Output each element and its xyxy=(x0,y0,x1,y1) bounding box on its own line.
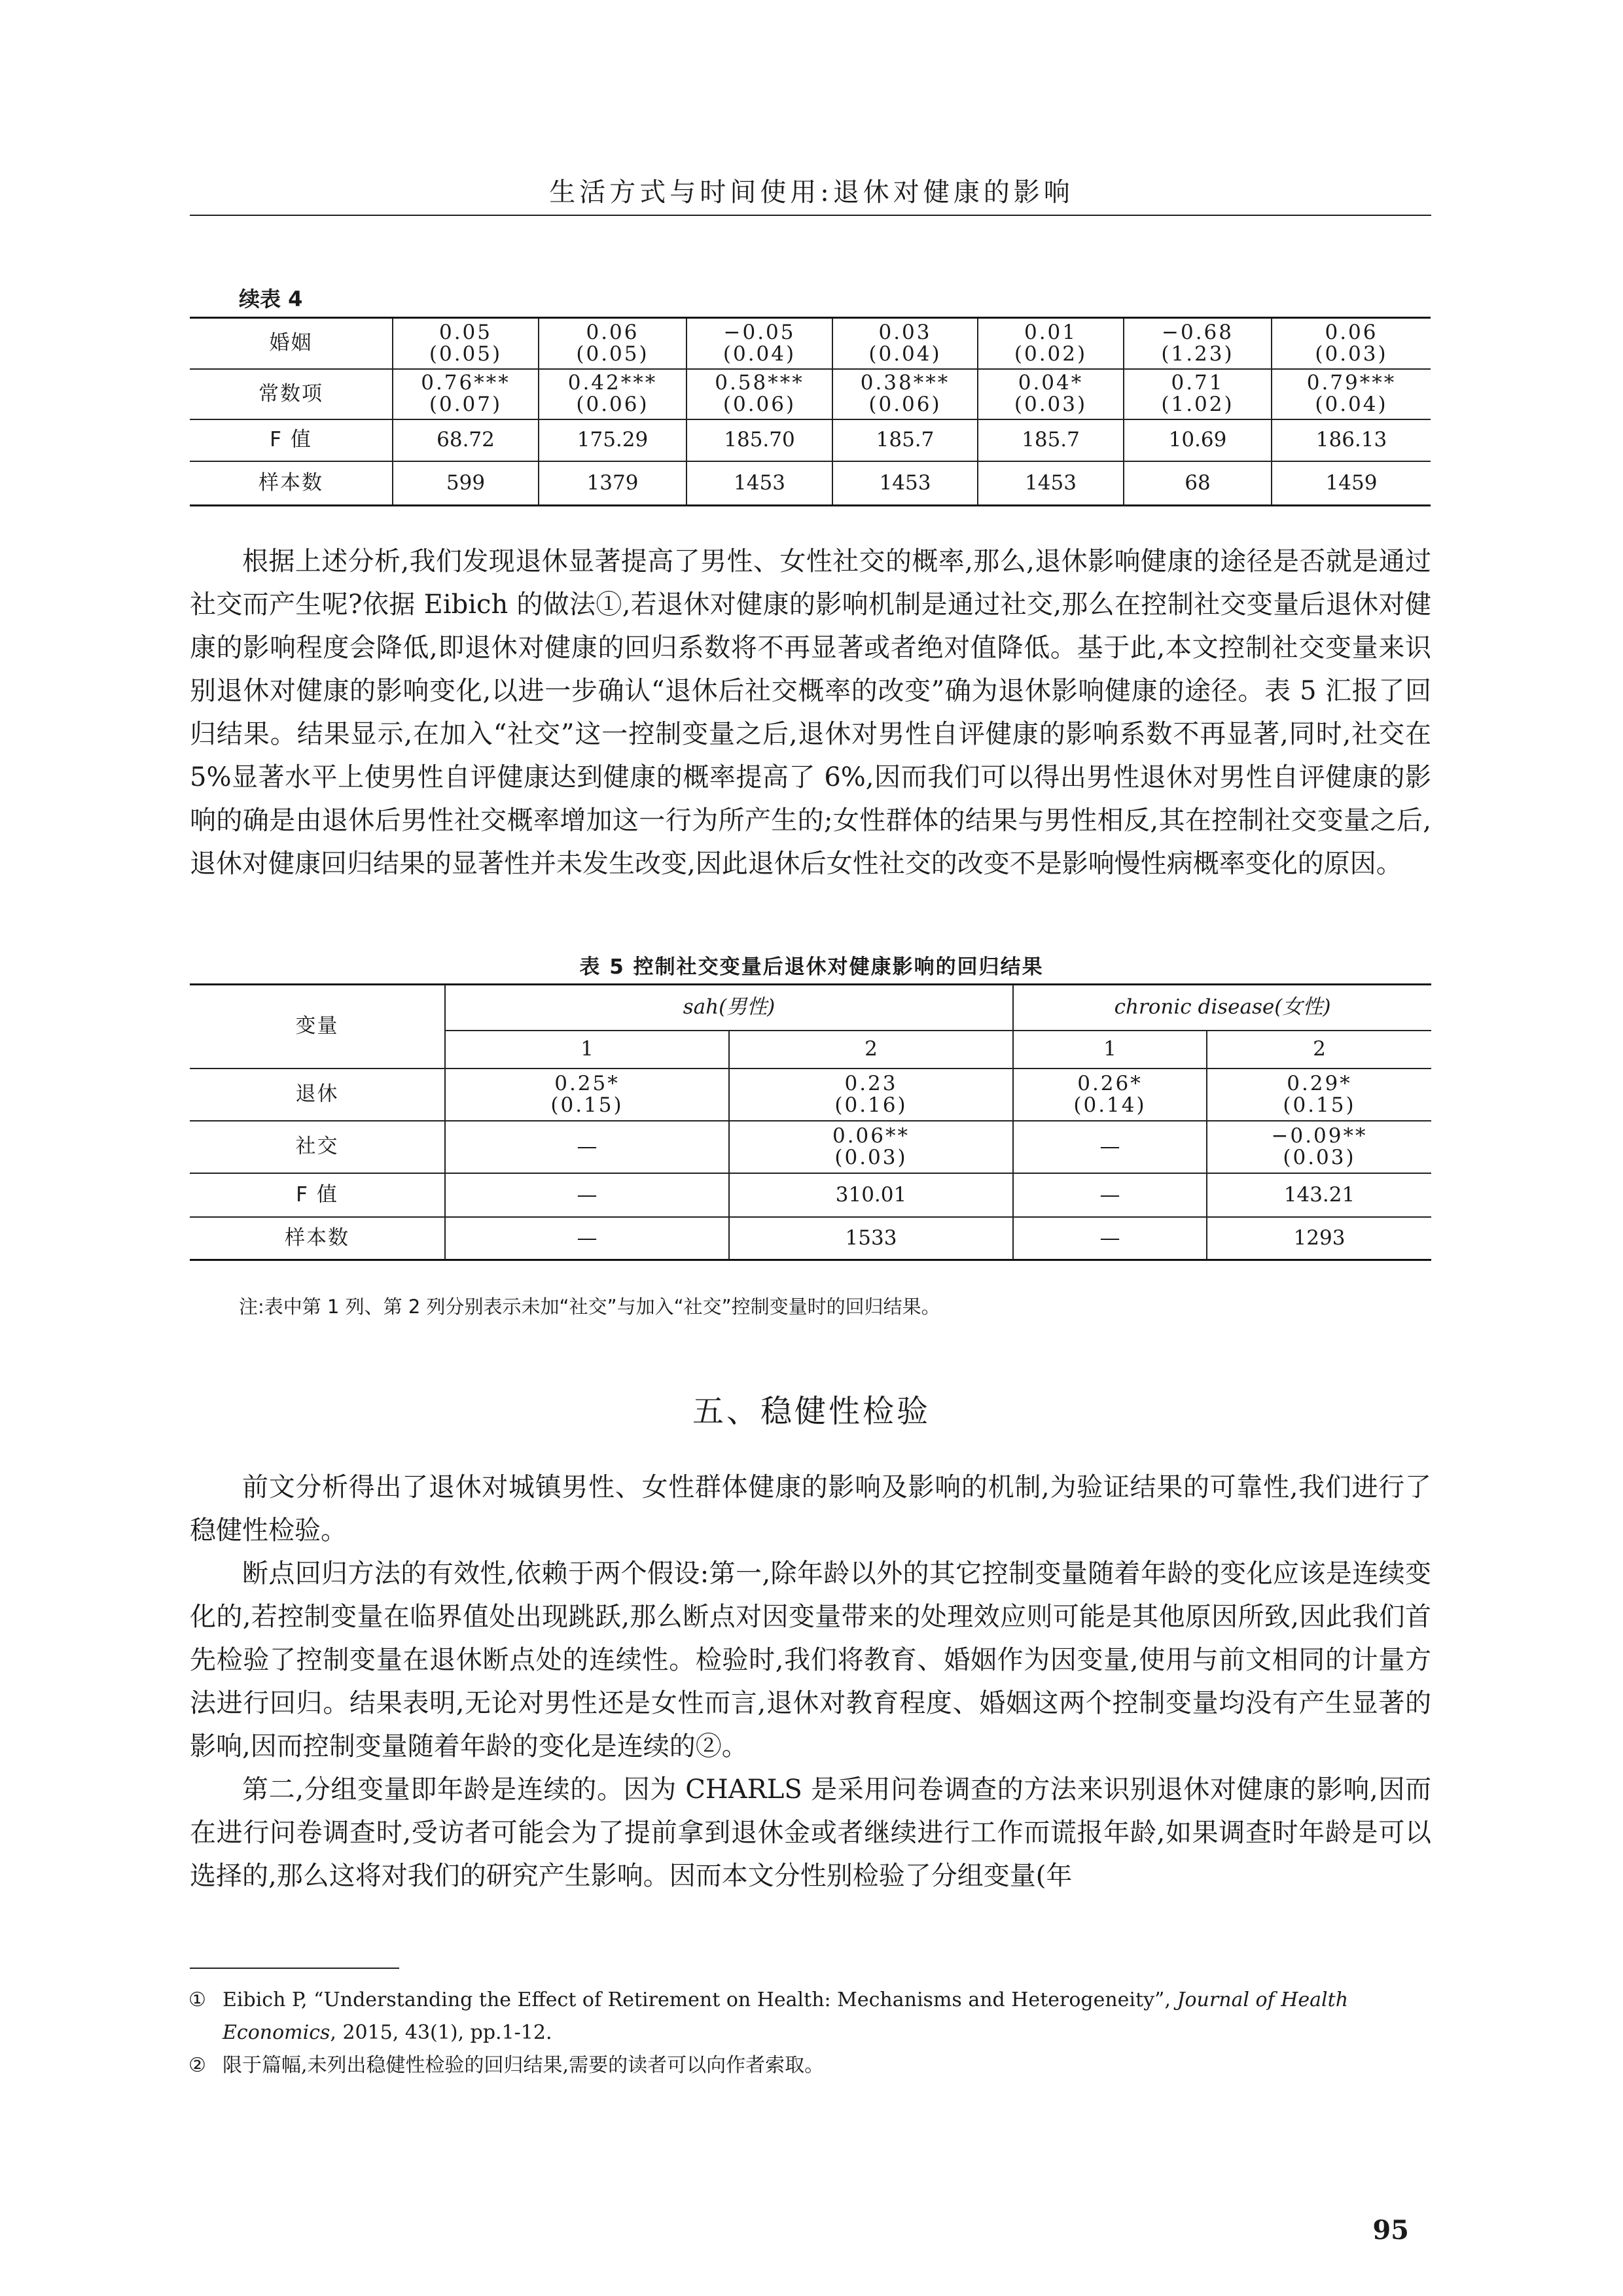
table-cell: 0.76*** (0.07) xyxy=(393,369,539,419)
footnote-mark: ② xyxy=(188,2054,206,2077)
table-cell: 1453 xyxy=(832,461,978,506)
table-cell: 0.25* (0.15) xyxy=(445,1069,729,1121)
table-cell: 0.29* (0.15) xyxy=(1283,1071,1356,1117)
table-cell: 10.69 xyxy=(1124,419,1272,461)
table-cell: 0.06** (0.03) xyxy=(729,1121,1013,1173)
row-label: F 值 xyxy=(190,419,393,461)
row-label: 样本数 xyxy=(190,1217,445,1260)
table-cell: 0.42*** (0.06) xyxy=(539,369,687,419)
table-cell: 1453 xyxy=(978,461,1124,506)
footnote-text: Eibich P, “Understanding the Effect of Retirement on Health: Mechanisms and Heterogeneity”, xyxy=(223,1988,1177,2011)
table-cell: — xyxy=(445,1217,729,1260)
table-cell: 1533 xyxy=(729,1217,1013,1260)
table5-note: 注:表中第 1 列、第 2 列分别表示未加“社交”与加入“社交”控制变量时的回归结果。 xyxy=(239,1296,940,1318)
table-cell: 185.70 xyxy=(687,419,832,461)
table-cell: 185.7 xyxy=(832,419,978,461)
table-row xyxy=(190,461,1431,506)
table-cell: 0.23 (0.16) xyxy=(729,1069,1013,1121)
row-label: 退休 xyxy=(190,1069,445,1121)
table-cell: 310.01 xyxy=(729,1173,1013,1217)
footnote-journal: Journal of Health Economics xyxy=(223,1988,1349,2044)
footnote-text: , 2015, 43(1), pp.1-12. xyxy=(330,2021,552,2044)
body-paragraph-4: 第二,分组变量即年龄是连续的。因为 CHARLS 是采用问卷调查的方法来识别退休对健康的影响,因而在进行问卷调查时,受访者可能会为了提前拿到退休金或者继续进行工作而谎报年龄,如果调查时年龄是可以选择的,那么这将对我们的研究产生影响。因而本文分性别检验了分组变量(年 xyxy=(190,1775,1431,1891)
table-cell: 0.38*** (0.06) xyxy=(832,369,978,419)
header-rule xyxy=(190,215,1431,216)
body-paragraph-1: 根据上述分析,我们发现退休显著提高了男性、女性社交的概率,那么,退休影响健康的途径是否就是通过社交而产生呢?依据 Eibich 的做法①,若退休对健康的影响机制是通过社交,那么在控制社交变量后退休对健康的影响程度会降低,即退休对健康的回归系数将不再显著或者绝对值降低。基于此,本文控制社交变量来识别退休对健康的影响变化,以进一步确认“退休后社交概率的改变”确为退休影响健康的途径。表 5 汇报了回归结果。结果显示,在加入“社交”这一控制变量之后,退休对男性自评健康的影响系数不再显著,同时,社交在 5%显著水平上使男性自评健康达到健康的概率提高了 6%,因而我们可以得出男性退休对男性自评健康的影响的确是由退休后男性社交概率增加这一行为所产生的;女性群体的结果与男性相反,其在控制社交变量之后,退休对健康回归结果的显著性并未发生改变,因此退休后女性社交的改变不是影响慢性病概率变化的原因。 xyxy=(190,546,1431,879)
table-cell: 68 xyxy=(1124,461,1272,506)
table-cell: 1379 xyxy=(539,461,687,506)
row-label: 常数项 xyxy=(190,369,393,419)
table-row xyxy=(190,1173,1431,1217)
table-cell: −0.09** (0.03) xyxy=(1271,1123,1368,1169)
footnote-2 xyxy=(188,2049,1427,2082)
table-cell: 0.71 (1.02) xyxy=(1124,369,1272,419)
running-head: 生活方式与时间使用:退休对健康的影响 xyxy=(549,177,1074,207)
table-cell: 0.01 (0.02) xyxy=(978,318,1124,369)
page-number: 95 xyxy=(1372,2215,1409,2246)
group-header-male: sah(男性) xyxy=(445,985,1013,1031)
table5-title: 表 5 控制社交变量后退休对健康影响的回归结果 xyxy=(579,955,1044,979)
variable-header: 变量 xyxy=(190,985,445,1069)
table-cell: 0.79*** (0.04) xyxy=(1306,371,1397,416)
table4-continued xyxy=(190,317,1431,506)
table-row xyxy=(190,1217,1431,1260)
row-label: 样本数 xyxy=(190,461,393,506)
footnote-text: 限于篇幅,未列出稳健性检验的回归结果,需要的读者可以向作者索取。 xyxy=(223,2054,825,2077)
body-paragraph-3: 断点回归方法的有效性,依赖于两个假设:第一,除年龄以外的其它控制变量随着年龄的变化应该是连续变化的,若控制变量在临界值处出现跳跃,那么断点对因变量带来的处理效应则可能是其他原因所致,因此我们首先检验了控制变量在退休断点处的连续性。检验时,我们将教育、婚姻作为因变量,使用与前文相同的计量方法进行回归。结果表明,无论对男性还是女性而言,退休对教育程度、婚姻这两个控制变量均没有产生显著的影响,因而控制变量随着年龄的变化是连续的②。 xyxy=(190,1559,1431,1761)
table-cell: 0.06 (0.03) xyxy=(1315,321,1388,366)
footnote-1 xyxy=(188,1984,1427,2049)
table-cell: 0.06 (0.05) xyxy=(539,318,687,369)
table-cell: 1293 xyxy=(1293,1226,1346,1250)
body-paragraph-2: 前文分析得出了退休对城镇男性、女性群体健康的影响及影响的机制,为验证结果的可靠性,我们进行了稳健性检验。 xyxy=(190,1472,1431,1545)
table-cell: 185.7 xyxy=(978,419,1124,461)
table-cell: 143.21 xyxy=(1283,1182,1355,1207)
table-cell: −0.68 (1.23) xyxy=(1124,318,1272,369)
table-row xyxy=(190,369,1431,419)
table-cell: −0.05 (0.04) xyxy=(687,318,832,369)
column-header: 1 xyxy=(445,1031,729,1069)
table-cell: 186.13 xyxy=(1315,428,1387,452)
section-title: 五、稳健性检验 xyxy=(692,1393,931,1430)
table-cell: 599 xyxy=(393,461,539,506)
table4-cont-label: 续表 4 xyxy=(239,287,303,311)
column-header: 2 xyxy=(729,1031,1013,1069)
row-label: 社交 xyxy=(190,1121,445,1173)
table-cell: — xyxy=(445,1121,729,1173)
table-cell: 68.72 xyxy=(393,419,539,461)
table-cell: 175.29 xyxy=(539,419,687,461)
column-header: 1 xyxy=(1013,1031,1207,1069)
table-cell: — xyxy=(1013,1217,1207,1260)
table-cell: — xyxy=(1013,1121,1207,1173)
footnote-mark: ① xyxy=(188,1988,206,2011)
column-header: 2 xyxy=(1313,1037,1326,1061)
row-label: F 值 xyxy=(190,1173,445,1217)
table-cell: 1459 xyxy=(1325,470,1378,495)
table-row xyxy=(190,419,1431,461)
group-header-female: chronic disease(女性) xyxy=(1013,985,1431,1031)
table-cell: 0.04* (0.03) xyxy=(978,369,1124,419)
table-cell: — xyxy=(1013,1173,1207,1217)
row-label: 婚姻 xyxy=(190,318,393,369)
table-row xyxy=(190,1121,1431,1173)
table-row xyxy=(190,318,1431,369)
table-row xyxy=(190,1069,1431,1121)
table-cell: 1453 xyxy=(687,461,832,506)
table-cell: 0.05 (0.05) xyxy=(393,318,539,369)
footnote-rule xyxy=(190,1968,399,1969)
table-header-row xyxy=(190,985,1431,1031)
table-cell: — xyxy=(445,1173,729,1217)
table-cell: 0.26* (0.14) xyxy=(1013,1069,1207,1121)
table-cell: 0.58*** (0.06) xyxy=(687,369,832,419)
table-cell: 0.03 (0.04) xyxy=(832,318,978,369)
table5 xyxy=(190,983,1431,1261)
